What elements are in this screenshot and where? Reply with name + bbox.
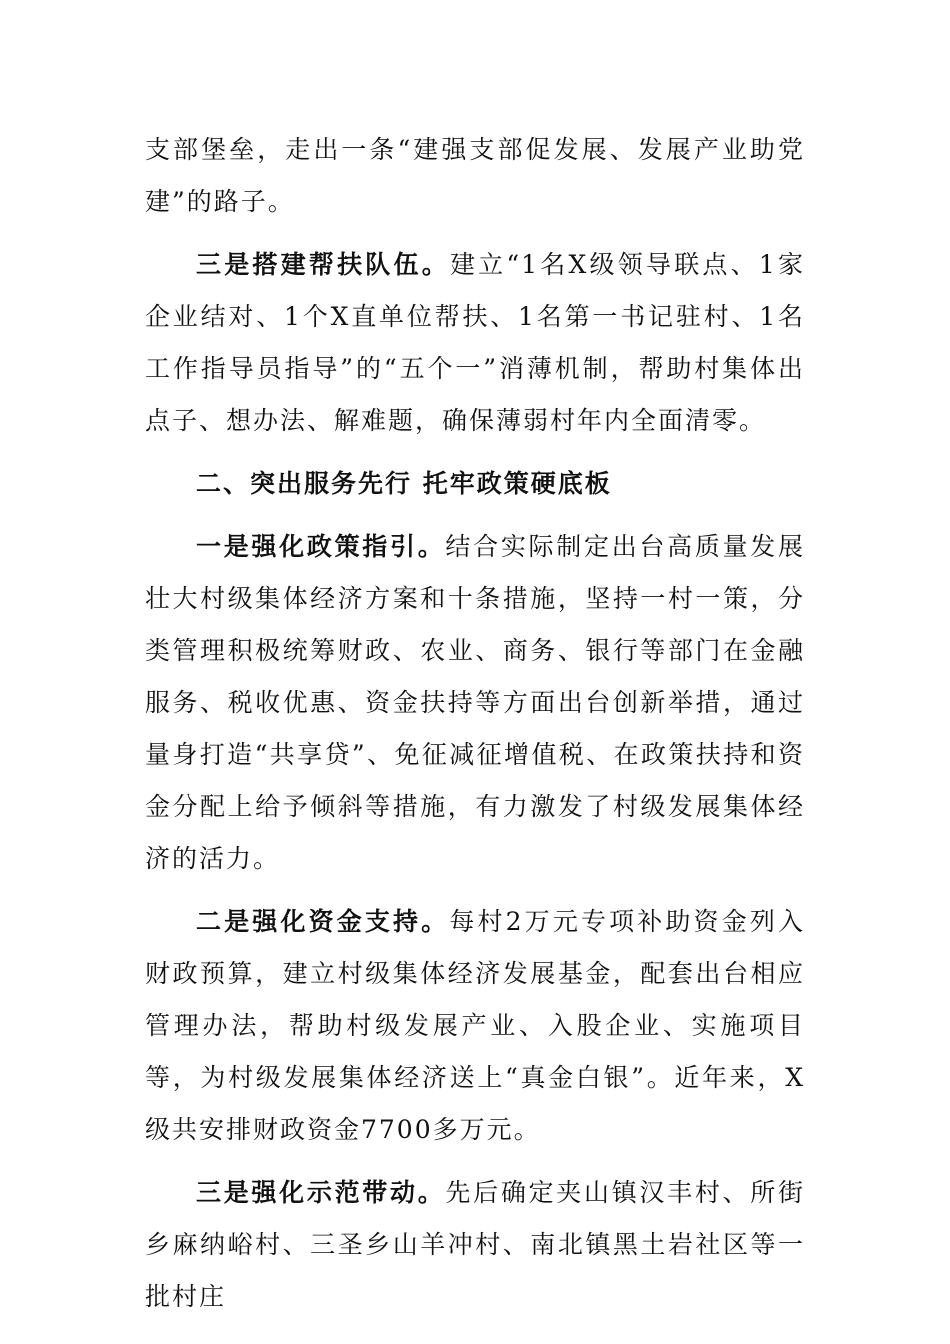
paragraph-text: 每村2万元专项补助资金列入财政预算，建立村级集体经济发展基金，配套出台相应管理办法，帮助村级发展产业、入股企业、实施项目等，为村级发展集体经济送上“真金白银”。近年来，X级共安排财政资金7700多万元。 [145, 907, 805, 1144]
paragraph-continued [145, 124, 805, 228]
paragraph-text: 建立“1名X级领导联点、1家企业结对、1个X直单位帮扶、1名第一书记驻村、1名工作指导员指导”的“五个一”消薄机制，帮助村集体出点子、想办法、解难题，确保薄弱村年内全面清零。 [145, 250, 805, 435]
section-heading: 二、突出服务先行 托牢政策硬底板 [196, 469, 612, 498]
paragraph-text: 结合实际制定出台高质量发展壮大村级集体经济方案和十条措施，坚持一村一策，分类管理积极统筹财政、农业、商务、银行等部门在金融服务、税收优惠、资金扶持等方面出台创新举措，通过量身打造“共享贷”、免征减征增值税、在政策扶持和资金分配上给予倾斜等措施，有力激发了村级发展集体经济的活力。 [145, 532, 805, 873]
paragraph-lead: 一是强化政策指引。 [196, 532, 446, 561]
paragraph-funding-support [145, 896, 805, 1156]
paragraph-text: 支部堡垒，走出一条“建强支部促发展、发展产业助党建”的路子。 [145, 135, 805, 216]
paragraph-policy-guidance [145, 521, 805, 885]
paragraph-lead: 三是搭建帮扶队伍。 [196, 250, 450, 279]
paragraph-lead: 二是强化资金支持。 [196, 907, 450, 936]
paragraph-text: 先后确定夹山镇汉丰村、所街乡麻纳峪村、三圣乡山羊冲村、南北镇黑土岩社区等一批村庄 [145, 1178, 805, 1311]
document-page [145, 124, 805, 1334]
paragraph-lead: 三是强化示范带动。 [196, 1178, 446, 1207]
paragraph-demonstration [145, 1167, 805, 1323]
paragraph-support-team [145, 239, 805, 447]
